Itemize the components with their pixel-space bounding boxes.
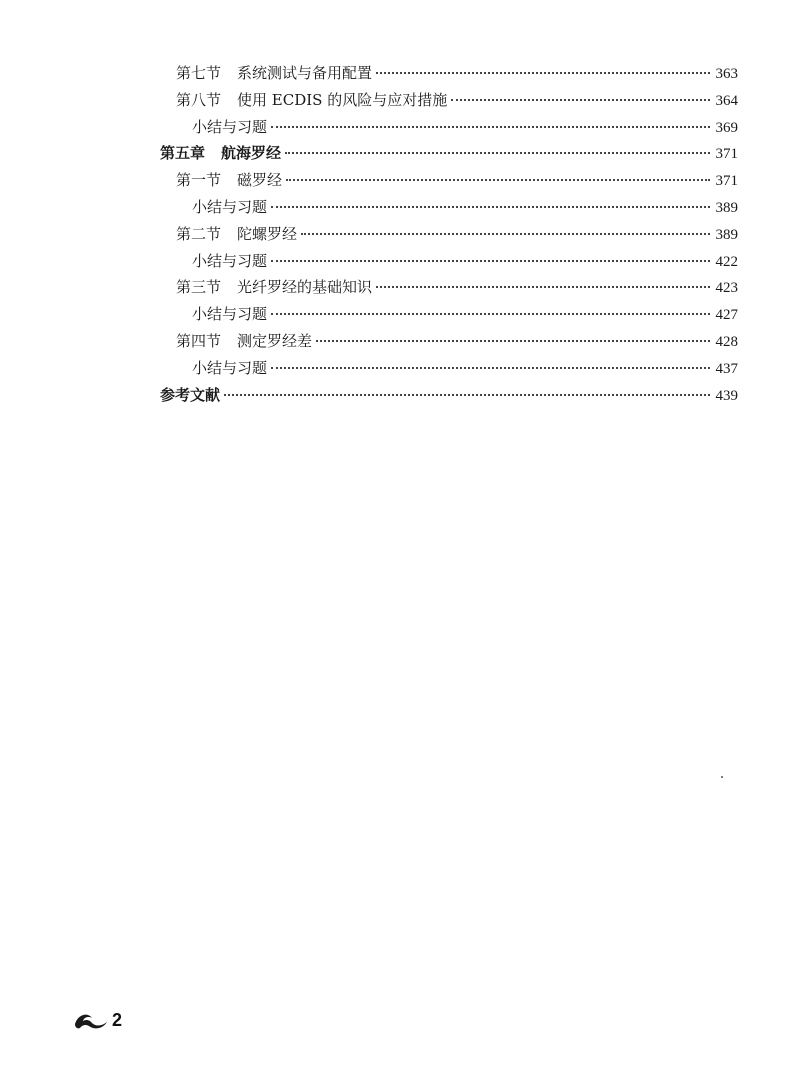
dot-leader	[271, 259, 710, 262]
dot-leader	[224, 393, 710, 396]
toc-entry-title: 小结与习题	[192, 197, 268, 216]
dot-leader	[271, 366, 710, 369]
toc-entry-page: 364	[715, 92, 738, 109]
toc-entry-title: 系统测试与备用配置	[237, 64, 373, 82]
toc-entry-title: 陀螺罗经	[237, 224, 298, 243]
dot-leader	[271, 205, 710, 208]
toc-entry-number: 第二节	[176, 224, 222, 243]
dot-leader	[376, 71, 710, 74]
toc-entry-page: 439	[715, 387, 738, 404]
toc-entry-summary[interactable]	[160, 248, 738, 275]
toc-entry-summary[interactable]	[160, 355, 738, 382]
page-number: 2	[112, 1009, 123, 1030]
toc-entry-page: 389	[715, 199, 738, 216]
toc-entry-summary[interactable]	[160, 114, 738, 141]
wave-logo-icon	[72, 1008, 110, 1032]
toc-entry-title: 小结与习题	[192, 117, 268, 136]
toc-entry-number: 第五章	[160, 144, 206, 163]
toc-entry-chapter-5[interactable]	[160, 140, 738, 167]
toc-entry-number: 第三节	[176, 278, 222, 297]
dot-leader	[376, 285, 710, 288]
toc-entry-title: 参考文献	[160, 385, 221, 404]
toc-entry-summary[interactable]	[160, 194, 738, 221]
toc-entry-page: 363	[715, 66, 738, 82]
toc-entry-summary[interactable]	[160, 301, 738, 328]
dot-leader	[286, 178, 710, 181]
toc-entry-number: 第七节	[176, 64, 222, 82]
toc-entry-page: 428	[715, 333, 738, 350]
table-of-contents	[160, 60, 738, 408]
toc-entry-references[interactable]	[160, 382, 738, 409]
toc-entry-page: 369	[715, 119, 738, 136]
toc-entry-title: 使用 ECDIS 的风险与应对措施	[237, 90, 448, 109]
toc-entry-page: 371	[715, 173, 738, 190]
toc-entry-page: 371	[715, 146, 738, 163]
toc-entry-page: 437	[715, 360, 738, 377]
toc-entry-number: 第四节	[176, 331, 222, 350]
toc-entry-title: 小结与习题	[192, 251, 268, 270]
toc-entry-section-1[interactable]	[160, 167, 738, 194]
toc-entry-page: 389	[715, 226, 738, 243]
dot-leader	[301, 232, 710, 235]
dot-leader	[271, 125, 710, 128]
toc-entry-title: 光纤罗经的基础知识	[237, 278, 373, 297]
toc-entry-title: 测定罗经差	[237, 331, 313, 350]
toc-entry-page: 423	[715, 280, 738, 297]
dot-leader	[285, 151, 710, 154]
toc-entry-section-3[interactable]	[160, 274, 738, 301]
dot-leader	[316, 339, 710, 342]
toc-entry-title: 航海罗经	[221, 144, 282, 163]
dot-leader	[451, 98, 710, 101]
toc-entry-section-8[interactable]	[160, 87, 738, 114]
toc-entry-section-2[interactable]	[160, 221, 738, 248]
toc-entry-page: 427	[715, 307, 738, 324]
dot-leader	[271, 312, 710, 315]
toc-entry-section-7[interactable]	[160, 60, 738, 87]
scan-speck	[721, 776, 723, 778]
toc-entry-title: 小结与习题	[192, 358, 268, 377]
toc-entry-number: 第一节	[176, 171, 222, 190]
toc-entry-page: 422	[715, 253, 738, 270]
page-footer	[72, 1008, 122, 1032]
toc-entry-number: 第八节	[176, 90, 222, 109]
toc-entry-title: 磁罗经	[237, 171, 283, 190]
toc-entry-section-4[interactable]	[160, 328, 738, 355]
toc-entry-title: 小结与习题	[192, 305, 268, 324]
